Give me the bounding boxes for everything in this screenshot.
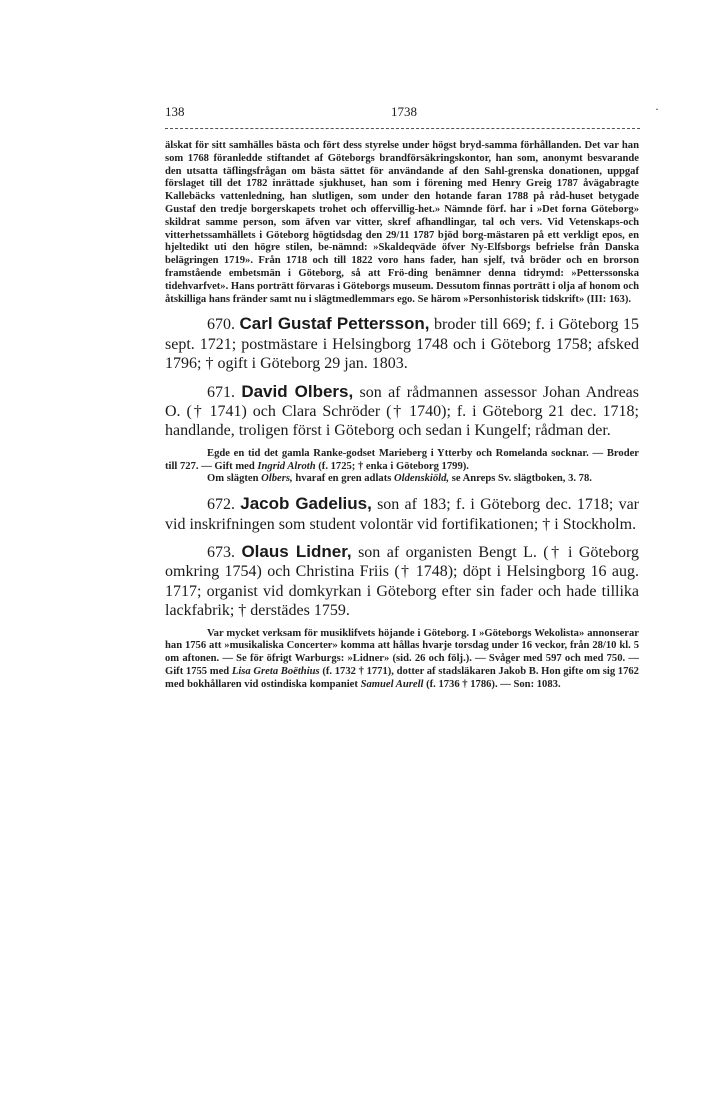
note-text: (f. 1732 † 1771), dotter af stadsläkaren Jakob B. Hon gifte om sig 1762 med bokhållaren vid ostindiska kompaniet (165, 666, 639, 690)
running-year: 1738 (391, 104, 417, 119)
wife-name: Ingrid Alroth (257, 460, 316, 472)
family-name: Olbers, (261, 473, 293, 485)
husband-name: Samuel Aurell (360, 678, 424, 690)
entry-672 (165, 494, 639, 534)
header-rule (165, 128, 640, 129)
entry-671 (165, 382, 639, 441)
margin-mark: · (655, 102, 659, 116)
note-text: (f. 1725; † enka i Göteborg 1799). (318, 460, 469, 472)
entry-name: Olaus Lidner, (241, 542, 352, 561)
page-number: 138 (165, 104, 185, 119)
entry-name: Jacob Gadelius, (240, 494, 372, 514)
note-text: se Anreps Sv. slägtboken, 3. 78. (451, 473, 592, 485)
page-header (165, 102, 659, 124)
note-text: (f. 1736 † 1786). — Son: 1083. (426, 678, 561, 690)
entry-name: Carl Gustaf Pettersson, (239, 314, 430, 334)
note-text: Var mycket verksam för musiklifvets höjande i Göteborg. I »Göteborgs Wekolista» annonserar han 1756 att »musikaliska Concerter» komma att hållas hvarje torsdag under 16 veckor, från 28/10 kl. 5 om aftonen. — Se för öfrigt Warburgs: »Lidner» (sid. 26 och följ.). — Svåger med 597 och med 750. — Gift 1755 med (165, 627, 639, 678)
entry-number: 672. (207, 496, 235, 514)
entry-text: son af organisten Bengt L. († i Göteborg omkring 1754) och Christina Friis († 1748); döpt i Helsingborg 16 aug. 1717; organist vid domkyrkan i Göteborg efter sin fader och hade tillika lackfabrik; † derstädes 1759. (165, 544, 640, 620)
wife-name: Lisa Greta Boëthius (231, 666, 320, 678)
entry-number: 673. (207, 544, 235, 561)
entry-671-note-2 (165, 473, 639, 486)
ennobled-name: Oldenskiöld, (394, 473, 450, 485)
entry-number: 670. (207, 316, 235, 334)
entry-number: 671. (207, 383, 235, 401)
entry-text: son af rådmannen assessor Johan Andreas O. († 1741) och Clara Schröder († 1740); f. i Göteborg 21 dec. 1718; handlande, troligen först i Göteborg och sedan i Kungelf; rådman der. (165, 383, 639, 440)
entry-673-note (165, 628, 639, 692)
entry-670 (165, 314, 639, 373)
entry-671-note-1 (165, 448, 639, 474)
entry-name: David Olbers, (241, 381, 354, 401)
continued-note: älskat för sitt samhälles bästa och fört dess styrelse under högst bryd-samma förhållanden. Det var han som 1768 föranledde stiftandet af Göteborgs brandförsäkringskontor, han som, anonymt besvarande den utsatta täflingsfrågan om bästa sättet för användande af den Sahl-grenska donationen, uppgaf förslaget till det 1782 inrättade sjukhuset, han som i förening med Henry Greig 1787 åvägabragte Kallebäcks vattenledning, han slutligen, som under den hotande faran 1788 på råd-huset betygade Gustaf den tredje borgerskapets trohet och offervillig-het.» Nämnde förf. har i »Det forna Göteborg» skildrat samme person, som äfven var vitter, skref afhandlingar, tal och vers. Vid Vetenskaps-och vitterhetssamhällets i Göteborg högtidsdag den 29/11 1787 bjöd borg-mästaren på ett verkligt epos, en hjeltedikt uti den högre stilen, be-nämnd: »Skaldeqväde öfver Ny-Elfsborgs befrielse från Danska belägringen 1719». Från 1718 och till 1822 voro hans fader, han sjelf, två bröder och en brorson framstående embetsmän i Göteborg, så att Frö-ding benämner denna tidrymd: »Petterssonska tidehvarfvet». Hans porträtt förvaras i Göteborgs museum. Dessutom finnas porträtt i olja af honom och åtskilliga hans fränder samt nu i slägtmedlemmars ego. Se härom »Personhistorisk tidskrift» (III: 163). (165, 140, 639, 305)
note-text: hvaraf en gren adlats (295, 473, 392, 485)
note-text: Om slägten (207, 473, 259, 485)
entry-text: broder till 669; f. i Göteborg 15 sept. 1721; postmästare i Helsingborg 1748 och i Göteborg 1758; afsked 1796; † ogift i Göteborg 29 jan. 1803. (165, 316, 639, 373)
entry-text: son af 183; f. i Göteborg dec. 1718; var vid inskrifningen som student volontär vid fortifikationen; † i Stockholm. (165, 496, 640, 533)
page-body (165, 140, 639, 692)
entry-673 (165, 542, 639, 621)
note-text: Egde en tid det gamla Ranke-godset Marieberg i Ytterby och Romelanda socknar. — Broder till 727. — Gift med (165, 447, 639, 472)
